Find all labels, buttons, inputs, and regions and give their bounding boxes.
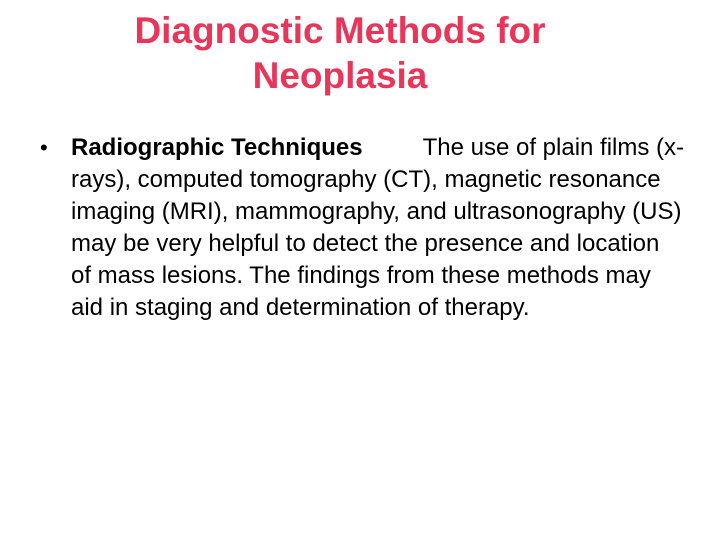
- bullet-heading: Radiographic Techniques: [71, 134, 363, 161]
- slide-title: [40, 8, 640, 98]
- slide-title-line-1: Diagnostic Methods for: [134, 10, 546, 51]
- bullet-text: The use of plain films (x-rays), computed tomography (CT), magnetic resonance imaging (MRI), mammography, and ultrasonography (US) may be very helpful to detect the presence and location of mass lesions. The findings from these methods may aid in staging and determination of therapy.: [71, 134, 685, 321]
- bullet-marker: •: [40, 135, 48, 160]
- slide-title-line-2: Neoplasia: [252, 55, 428, 96]
- bullet-item: [40, 132, 685, 324]
- bullet-list: [40, 132, 685, 324]
